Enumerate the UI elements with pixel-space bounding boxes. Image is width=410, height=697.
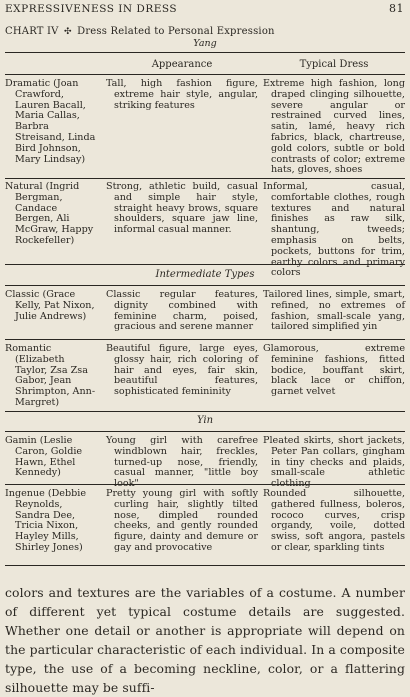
section-label-intermediate: Intermediate Types (155, 269, 255, 280)
section-rule (5, 285, 405, 286)
column-header-dress: Typical Dress (299, 59, 369, 70)
row-rule (5, 484, 405, 485)
header-bottom-rule (5, 74, 405, 75)
dress-cell: Tailored lines, simple, smart, refined, no extremes of fashion, small-scale yang, tailored simplified yin (263, 289, 405, 333)
appearance-cell: Young girl with carefree windblown hair, freckles, turned-up nose, friendly, casual manner, "little boy look" (106, 435, 258, 490)
dress-cell: Rounded silhouette, gathered fullness, boleros, rococo curves, crisp organdy, voile, dotted swiss, soft angora, pastels or clear, sparkling tints (263, 488, 405, 553)
appearance-cell: Strong, athletic build, casual and simple hair style, straight heavy brows, square shoulders, square jaw line, informal casual manner. (106, 181, 258, 236)
type-name-cell: Dramatic (Joan Crawford, Lauren Bacall, Maria Callas, Barbra Streisand, Linda Bird Johnson, Mary Lindsay) (5, 78, 96, 165)
appearance-cell: Tall, high fashion figure, extreme hair style, angular, striking features (106, 78, 258, 111)
chart-label: CHART IV (5, 26, 59, 37)
appearance-cell: Beautiful figure, large eyes, glossy hair, rich coloring of hair and eyes, fair skin, beautiful features, sophisticated femininity (106, 343, 258, 398)
dress-cell: Pleated skirts, short jackets, Peter Pan collars, gingham in tiny checks and plaids, small-scale athletic clothing (263, 435, 405, 490)
running-head-title: EXPRESSIVENESS IN DRESS (5, 3, 178, 15)
type-name-cell: Romantic (Elizabeth Taylor, Zsa Zsa Gabor, Jean Shrimpton, Ann-Margret) (5, 343, 96, 408)
section-rule (5, 264, 405, 265)
appearance-cell: Pretty young girl with softly curling hair, slightly tilted nose, dimpled rounded cheeks, and gently rounded figure, dainty and demure or gay and provocative (106, 488, 258, 553)
dress-cell: Glamorous, extreme feminine fashions, fitted bodice, bouffant skirt, black lace or chiffon, garnet velvet (263, 343, 405, 398)
chart-subtitle: Yang (193, 38, 217, 49)
column-header-appearance: Appearance (151, 59, 213, 70)
section-label-yin: Yin (196, 415, 214, 426)
appearance-cell: Classic regular features, dignity combined with feminine charm, poised, gracious and serene manner (106, 289, 258, 333)
running-head (5, 2, 404, 16)
type-name-cell: Ingenue (Debbie Reynolds, Sandra Dee, Tricia Nixon, Hayley Mills, Shirley Jones) (5, 488, 87, 553)
dress-cell: Informal, casual, comfortable clothes, rough textures and natural finishes as raw silk, shantung, tweeds; emphasis on belts, pockets, buttons for trim, earthy colors and primary colors (263, 181, 405, 279)
type-name-cell: Natural (Ingrid Bergman, Candace Bergen, Ali McGraw, Happy Rockefeller) (5, 181, 94, 246)
section-rule (5, 411, 405, 412)
row-rule (5, 339, 405, 340)
chart-caption (5, 26, 305, 37)
type-name-cell: Classic (Grace Kelly, Pat Nixon, Julie Andrews) (5, 289, 95, 322)
table-top-rule (5, 52, 405, 53)
body-paragraph: colors and textures are the variables of a costume. A number of different yet typical costume details are suggested. Whether one detail or another is appropriate will depend on the particular characteristic of each individual. In a composite type, the use of a becoming neckline, color, or a flattering silhouette may be suffi- (5, 585, 405, 695)
section-rule (5, 431, 405, 432)
table-bottom-rule (5, 565, 405, 566)
chart-title: Dress Related to Personal Expression (77, 26, 275, 37)
row-rule (5, 178, 405, 179)
type-name-cell: Gamin (Leslie Caron, Goldie Hawn, Ethel Kennedy) (5, 435, 83, 479)
dress-cell: Extreme high fashion, long draped clinging silhouette, severe angular or restrained curved lines, satin, lamé, heavy rich fabrics, black, chartreuse, gold colors, subtle or bold contrasts of color; extreme hats, gloves, shoes (263, 78, 405, 176)
page-number: 81 (389, 2, 404, 15)
ornament-icon: ✣ (63, 27, 72, 37)
